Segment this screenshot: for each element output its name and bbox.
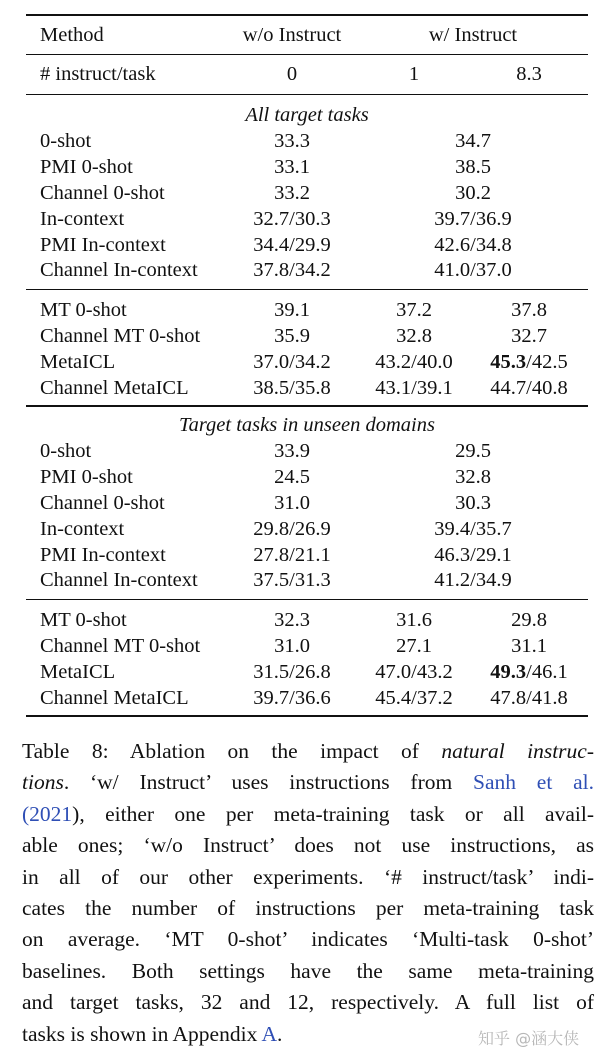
w-instruct-cell: 41.0/37.0 — [434, 259, 512, 282]
w-instruct-1-cell: 37.2 — [396, 299, 432, 322]
table-row — [26, 659, 588, 685]
w-instruct-1-cell: 32.8 — [396, 325, 432, 348]
method-cell: Channel MT 0-shot — [40, 325, 201, 348]
table-row — [26, 464, 588, 490]
header-method: Method — [40, 24, 104, 46]
w-instruct-cell: 29.5 — [455, 439, 491, 462]
w-instruct-1-cell: 45.4/37.2 — [375, 687, 453, 709]
w-instruct-1-cell: 31.6 — [396, 609, 432, 632]
section-title: All target tasks — [245, 104, 369, 126]
w-instruct-1-cell: 27.1 — [396, 635, 432, 658]
w-instruct-cell: 39.7/36.9 — [434, 207, 512, 230]
subheader-w2: 8.3 — [516, 63, 542, 85]
method-cell: Channel In-context — [40, 259, 198, 282]
subheader-w1: 1 — [408, 63, 420, 85]
wo-instruct-cell: 34.4/29.9 — [253, 233, 331, 256]
subheader-label: # instruct/task — [40, 63, 156, 85]
section-rule — [26, 405, 588, 407]
subheader-row — [26, 61, 588, 87]
citation-year-link[interactable]: 2021 — [29, 801, 73, 826]
w-instruct-83-cell: 37.8 — [511, 299, 547, 322]
wo-instruct-cell: 37.8/34.2 — [253, 259, 331, 282]
table-row — [26, 297, 588, 323]
wo-instruct-cell: 38.5/35.8 — [253, 377, 331, 399]
wo-instruct-cell: 33.1 — [274, 155, 310, 178]
header-w-instruct: w/ Instruct — [428, 24, 518, 46]
method-cell: Channel MetaICL — [40, 687, 189, 709]
w-instruct-1-cell: 43.2/40.0 — [375, 351, 453, 374]
table-row — [26, 375, 588, 401]
wo-instruct-cell: 33.2 — [274, 181, 310, 204]
method-cell: 0-shot — [40, 439, 92, 462]
wo-instruct-cell: 33.3 — [274, 129, 310, 152]
table-row — [26, 257, 588, 283]
w-instruct-1-cell: 43.1/39.1 — [375, 377, 453, 399]
w-instruct-83-cell: 29.8 — [511, 609, 547, 632]
table-row — [26, 154, 588, 180]
method-cell: In-context — [40, 207, 125, 230]
method-cell: Channel 0-shot — [40, 181, 165, 204]
section-title: Target tasks in unseen domains — [179, 414, 435, 436]
w-instruct-cell: 42.6/34.8 — [434, 233, 512, 256]
method-cell: Channel In-context — [40, 569, 198, 592]
bottom-rule — [26, 715, 588, 717]
method-cell: PMI In-context — [40, 233, 166, 256]
top-rule — [26, 14, 588, 16]
wo-instruct-cell: 37.0/34.2 — [253, 351, 331, 374]
best-value: 49.3 — [490, 661, 527, 684]
method-cell: Channel MT 0-shot — [40, 635, 201, 658]
w-instruct-cell: 41.2/34.9 — [434, 569, 512, 592]
wo-instruct-cell: 39.7/36.6 — [253, 687, 331, 709]
method-cell: Channel 0-shot — [40, 491, 165, 514]
table-row — [26, 128, 588, 154]
table-row — [26, 567, 588, 593]
w-instruct-cell: 32.8 — [455, 465, 491, 488]
wo-instruct-cell: 32.7/30.3 — [253, 207, 331, 230]
wo-instruct-cell: 29.8/26.9 — [253, 517, 331, 540]
method-cell: PMI In-context — [40, 543, 166, 566]
table-row — [26, 633, 588, 659]
method-cell: MetaICL — [40, 661, 116, 684]
table-row — [26, 349, 588, 375]
wo-instruct-cell: 37.5/31.3 — [253, 569, 331, 592]
watermark: 知乎 @涵大侠 — [478, 1029, 580, 1048]
method-cell: 0-shot — [40, 129, 92, 152]
subheader-rule — [26, 94, 588, 95]
citation-link[interactable]: Sanh et al. — [473, 770, 594, 795]
method-cell: MT 0-shot — [40, 609, 127, 632]
w-instruct-cell: 38.5 — [455, 155, 491, 178]
group-rule — [26, 289, 588, 290]
method-cell: PMI 0-shot — [40, 155, 133, 178]
wo-instruct-cell: 31.0 — [274, 635, 310, 658]
header-wo-instruct: w/o Instruct — [242, 24, 342, 46]
wo-instruct-cell: 33.9 — [274, 439, 310, 462]
wo-instruct-cell: 31.5/26.8 — [253, 661, 331, 684]
table-row — [26, 180, 588, 206]
w-instruct-83-cell: 45.3/42.5 — [490, 351, 568, 374]
w-instruct-cell: 46.3/29.1 — [434, 543, 512, 566]
method-cell: MetaICL — [40, 351, 116, 374]
w-instruct-1-cell: 47.0/43.2 — [375, 661, 453, 684]
w-instruct-83-cell: 44.7/40.8 — [490, 377, 568, 399]
header-rule — [26, 54, 588, 55]
table-row — [26, 438, 588, 464]
method-cell: MT 0-shot — [40, 299, 127, 322]
table-row — [26, 685, 588, 711]
table-row — [26, 607, 588, 633]
appendix-link[interactable]: A — [261, 1021, 278, 1046]
wo-instruct-cell: 39.1 — [274, 299, 310, 322]
table-row — [26, 232, 588, 258]
table-row — [26, 542, 588, 568]
best-value: 45.3 — [490, 351, 527, 374]
table-row — [26, 323, 588, 349]
w-instruct-83-cell: 31.1 — [511, 635, 547, 658]
table-row — [26, 516, 588, 542]
w-instruct-cell: 30.2 — [455, 181, 491, 204]
wo-instruct-cell: 27.8/21.1 — [253, 543, 331, 566]
table-caption: Table 8: Ablation on the impact of natural instruc- tions. ‘w/ Instruct’ uses instructions from Sanh et al. (2021), either one per meta-training task or all avail- able ones; ‘w/o Instruct’ does not use instructions, as in all of our other experiments. ‘# instruct/task’ indi- cates the number of instructions per meta-training task on average. ‘MT 0-shot’ indicates ‘Multi-task 0-shot’ baselines. Both settings have the same meta-training and target tasks, 32 and 12, respectively. A full list of tasks is shown in Appendix A. — [22, 739, 594, 1046]
method-cell: Channel MetaICL — [40, 377, 189, 399]
w-instruct-cell: 39.4/35.7 — [434, 517, 512, 540]
table-row — [26, 490, 588, 516]
header-row — [26, 22, 588, 48]
w-instruct-cell: 30.3 — [455, 491, 491, 514]
wo-instruct-cell: 31.0 — [274, 491, 310, 514]
subheader-wo: 0 — [286, 63, 298, 85]
method-cell: PMI 0-shot — [40, 465, 133, 488]
method-cell: In-context — [40, 517, 125, 540]
w-instruct-83-cell: 47.8/41.8 — [490, 687, 568, 709]
w-instruct-83-cell: 32.7 — [511, 325, 547, 348]
w-instruct-83-cell: 49.3/46.1 — [490, 661, 568, 684]
w-instruct-cell: 34.7 — [455, 129, 491, 152]
table-row — [26, 206, 588, 232]
wo-instruct-cell: 32.3 — [274, 609, 310, 632]
wo-instruct-cell: 35.9 — [274, 325, 310, 348]
wo-instruct-cell: 24.5 — [274, 465, 310, 488]
group-rule — [26, 599, 588, 600]
